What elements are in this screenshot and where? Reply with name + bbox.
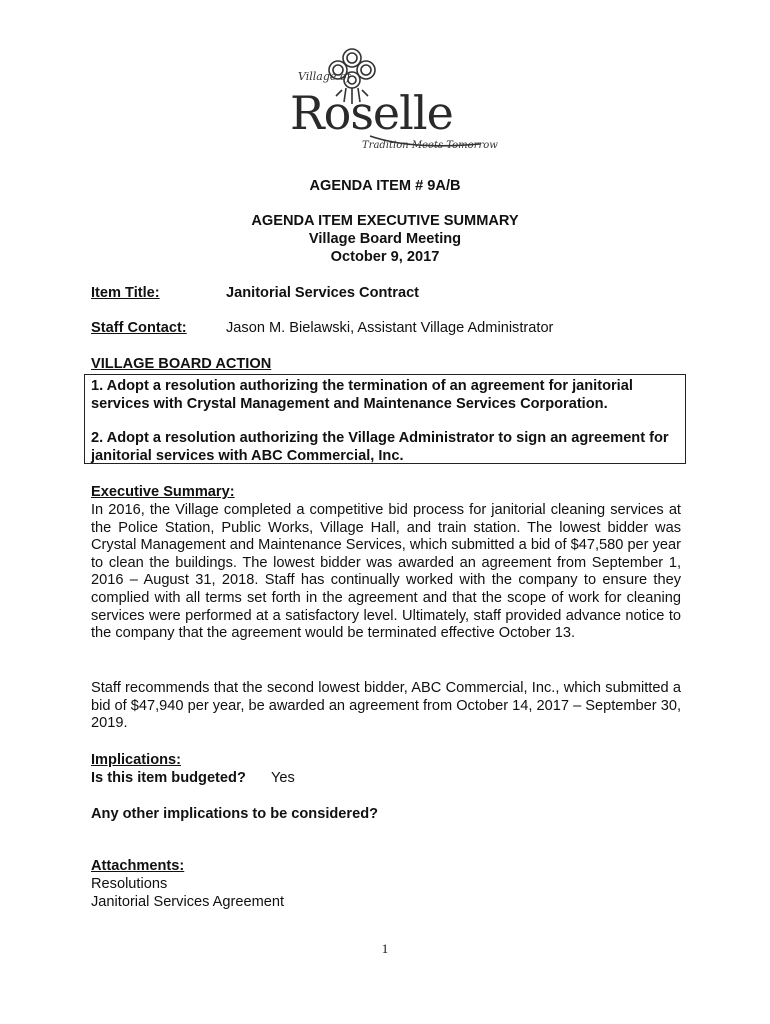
executive-summary-heading: Executive Summary: — [91, 484, 235, 500]
attachment-item: Janitorial Services Agreement — [91, 894, 285, 910]
board-action-heading: VILLAGE BOARD ACTION — [91, 356, 272, 372]
logo-village-of: Village of — [298, 70, 351, 83]
other-implications-question: Any other implications to be considered? — [91, 806, 379, 822]
logo-tagline: Tradition Meets Tomorrow — [362, 140, 498, 151]
item-title-value: Janitorial Services Contract — [226, 285, 420, 301]
meeting-date: October 9, 2017 — [330, 249, 440, 265]
item-title-label: Item Title: — [91, 285, 160, 301]
logo-name: Roselle — [290, 86, 453, 140]
summary-paragraph-1: In 2016, the Village completed a competitive bid process for janitorial cleaning services at the Police Station, Public Works, Village Hall, and train station. The lowest bidder was Crystal Management and Maintenance Services, which submitted a bid of $47,580 per year to clean the buildings. The lowest bidder was awarded an agreement from September 1, 2016 – August 31, 2018. Staff has continually worked with the company to ensure they complied with all terms set forth in the agreement and that the scope of work for cleaning services were performed at a satisfactory level. Ultimately, staff provided advance notice to the company that the agreement would be terminated effective October 13. — [91, 502, 681, 642]
summary-paragraph-2: Staff recommends that the second lowest bidder, ABC Commercial, Inc., which submitted a bid of $47,940 per year, be awarded an agreement from October 14, 2017 – September 30, 2019. — [91, 680, 681, 732]
agenda-item-number: AGENDA ITEM # 9A/B — [309, 178, 461, 194]
village-logo — [290, 40, 510, 160]
staff-contact-label: Staff Contact: — [91, 320, 187, 336]
action-item-2: 2. Adopt a resolution authorizing the Village Administrator to sign an agreement for janitorial services with ABC Commercial, Inc. — [91, 430, 669, 464]
implications-heading: Implications: — [91, 752, 182, 768]
board-action-box — [84, 374, 686, 464]
budgeted-question: Is this item budgeted? — [91, 770, 246, 786]
page-number: 1 — [381, 941, 389, 956]
attachments-heading: Attachments: — [91, 858, 185, 874]
meeting-name: Village Board Meeting — [308, 231, 462, 247]
summary-title: AGENDA ITEM EXECUTIVE SUMMARY — [251, 213, 519, 229]
staff-contact-value: Jason M. Bielawski, Assistant Village Administrator — [226, 320, 554, 336]
action-item-1: 1. Adopt a resolution authorizing the termination of an agreement for janitorial services with Crystal Management and Maintenance Services Corporation. — [91, 378, 633, 412]
attachment-item: Resolutions — [91, 876, 168, 892]
budgeted-answer: Yes — [271, 770, 295, 786]
